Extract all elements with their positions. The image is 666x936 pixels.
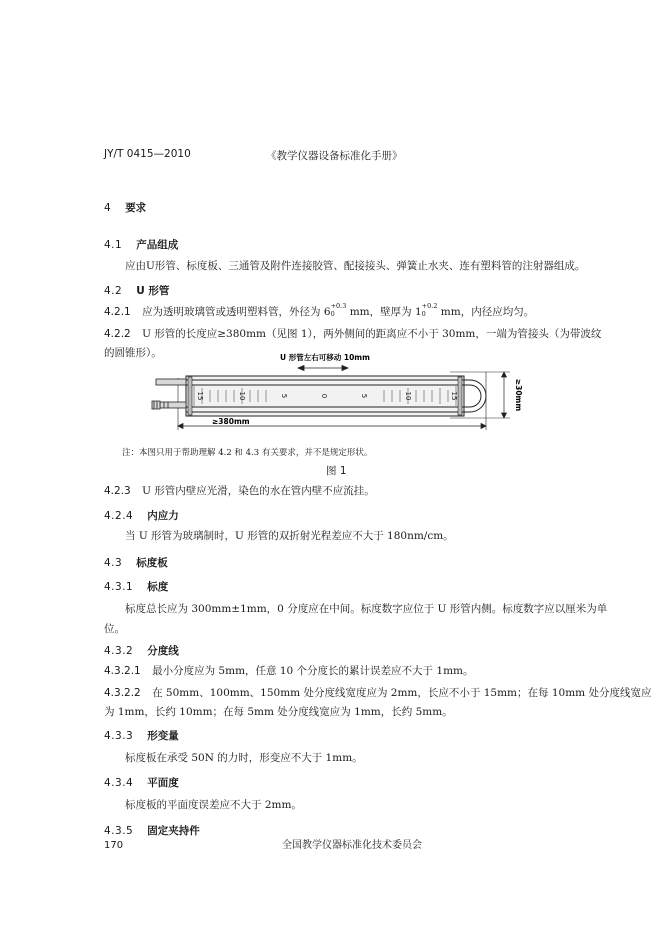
outer-diameter-tolerance-upper: +0.3 — [330, 302, 347, 310]
scale-label: 5 — [280, 393, 288, 399]
section-4-2-2-line2: 的圆锥形）。 — [104, 347, 162, 359]
section-number: 4.3.4 — [104, 777, 134, 789]
section-4-1-heading — [104, 237, 178, 252]
section-4-3-1-heading — [104, 579, 168, 594]
section-number: 4.3.5 — [104, 825, 134, 837]
section-title: 分度线 — [147, 645, 179, 657]
section-text: 最小分度应为 5mm，任意 10 个分度长的累计误差应不大于 1mm。 — [152, 665, 474, 677]
section-4-3-3-text: 标度板在承受 50N 的力时，形变应不大于 1mm。 — [125, 752, 363, 764]
scale-label: 0 — [320, 393, 328, 399]
section-4-3-heading — [104, 555, 168, 570]
scale-label: 10 — [404, 391, 412, 401]
section-title: 产品组成 — [136, 239, 179, 251]
scale-label: 15 — [196, 391, 204, 401]
outer-diameter-tolerance-lower: 0 — [330, 310, 335, 318]
section-title: 内应力 — [147, 510, 179, 522]
width-label: ≥30mm — [514, 378, 523, 412]
section-number: 4.2 — [104, 285, 123, 297]
section-4-3-2-2-line1 — [104, 684, 651, 703]
scale-label: 10 — [238, 391, 246, 401]
section-4-3-4-heading — [104, 775, 179, 790]
figure-caption: 图 1 — [326, 465, 347, 477]
section-title: 固定夹持件 — [147, 825, 200, 837]
wall-thickness-tolerance-upper: +0.2 — [421, 302, 438, 310]
section-4-3-2-2-line2: 为 1mm，长约 10mm；在每 5mm 处分度线宽应为 1mm，长约 5mm。 — [104, 706, 453, 718]
section-4-heading — [104, 200, 146, 215]
section-4-3-2-1 — [104, 662, 474, 681]
section-4-3-1-line1: 标度总长应为 300mm±1mm，0 分度应在中间。标度数字应位于 U 形管内侧。标度数字应以厘米为单 — [125, 603, 608, 615]
scale-label: 5 — [360, 393, 368, 399]
section-4-3-4-text: 标度板的平面度误差应不大于 2mm。 — [125, 799, 302, 811]
section-text-a: 应为透明玻璃管或透明塑料管，外径为 6 — [142, 306, 331, 318]
section-number: 4.3.2.1 — [104, 665, 141, 677]
section-number: 4.2.2 — [104, 328, 131, 340]
section-number: 4.2.4 — [104, 510, 134, 522]
section-4-2-2-line1 — [104, 325, 601, 344]
section-title: 形变量 — [147, 730, 179, 742]
section-title: 标度 — [147, 581, 169, 593]
section-title: U 形管 — [136, 285, 170, 297]
section-number: 4.3 — [104, 557, 123, 569]
section-title: 平面度 — [147, 777, 179, 789]
section-number: 4.2.1 — [104, 306, 131, 318]
section-4-3-3-heading — [104, 728, 179, 743]
section-number: 4.3.1 — [104, 581, 134, 593]
section-4-3-1-line2: 位。 — [104, 623, 125, 635]
section-number: 4.1 — [104, 239, 123, 251]
section-text: 在 50mm、100mm、150mm 处分度线宽度应为 2mm，长应不小于 15mm；在每 10mm 处分度线宽应 — [152, 687, 652, 699]
section-4-1-text: 应由U形管、标度板、三通管及附件连接胶管、配接接头、弹簧止水夹、连有塑料管的注射器组成。 — [125, 260, 586, 272]
section-title: 标度板 — [136, 557, 168, 569]
figure-note: 注：本图只用于帮助理解 4.2 和 4.3 有关要求，并不是规定形状。 — [122, 448, 373, 458]
section-4-2-4-heading — [104, 508, 179, 523]
wall-thickness-tolerance-lower: 0 — [421, 310, 426, 318]
section-text: U 形管的长度应≥380mm（见图 1），两外侧间的距离应不小于 30mm，一端为管接头（为带波纹 — [142, 328, 602, 340]
scale-label: 15 — [450, 391, 458, 401]
section-4-3-2-heading — [104, 643, 179, 658]
section-title: 要求 — [125, 202, 147, 214]
header-standard-code: JY/T 0415—2010 — [104, 148, 191, 160]
section-text: U 形管内壁应光滑，染色的水在管内壁不应流挂。 — [142, 485, 375, 497]
header-book-title: 《教学仪器设备标准化手册》 — [266, 150, 403, 162]
section-text-b: mm，壁厚为 1 — [346, 306, 422, 318]
section-4-2-1 — [104, 302, 534, 322]
section-4-3-5-heading — [104, 823, 200, 838]
width-dimension — [502, 372, 507, 418]
section-number: 4.2.3 — [104, 485, 131, 497]
figure-1-u-tube — [150, 350, 530, 436]
section-number: 4.3.3 — [104, 730, 134, 742]
section-number: 4.3.2.2 — [104, 687, 141, 699]
section-number: 4 — [104, 202, 112, 214]
length-label: ≥380mm — [212, 417, 250, 426]
section-4-2-3 — [104, 482, 375, 501]
section-4-2-heading — [104, 283, 169, 298]
section-text-c: mm，内径应均匀。 — [437, 306, 535, 318]
page-number: 170 — [104, 840, 124, 851]
movement-arrow — [298, 366, 348, 371]
section-number: 4.3.2 — [104, 645, 134, 657]
section-4-2-4-text: 当 U 形管为玻璃制时，U 形管的双折射光程差应不大于 180nm/cm。 — [125, 530, 454, 542]
tube-connector — [152, 379, 186, 409]
footer-publisher: 全国教学仪器标准化技术委员会 — [282, 840, 422, 851]
movement-label: U 形管左右可移动 10mm — [280, 353, 370, 362]
